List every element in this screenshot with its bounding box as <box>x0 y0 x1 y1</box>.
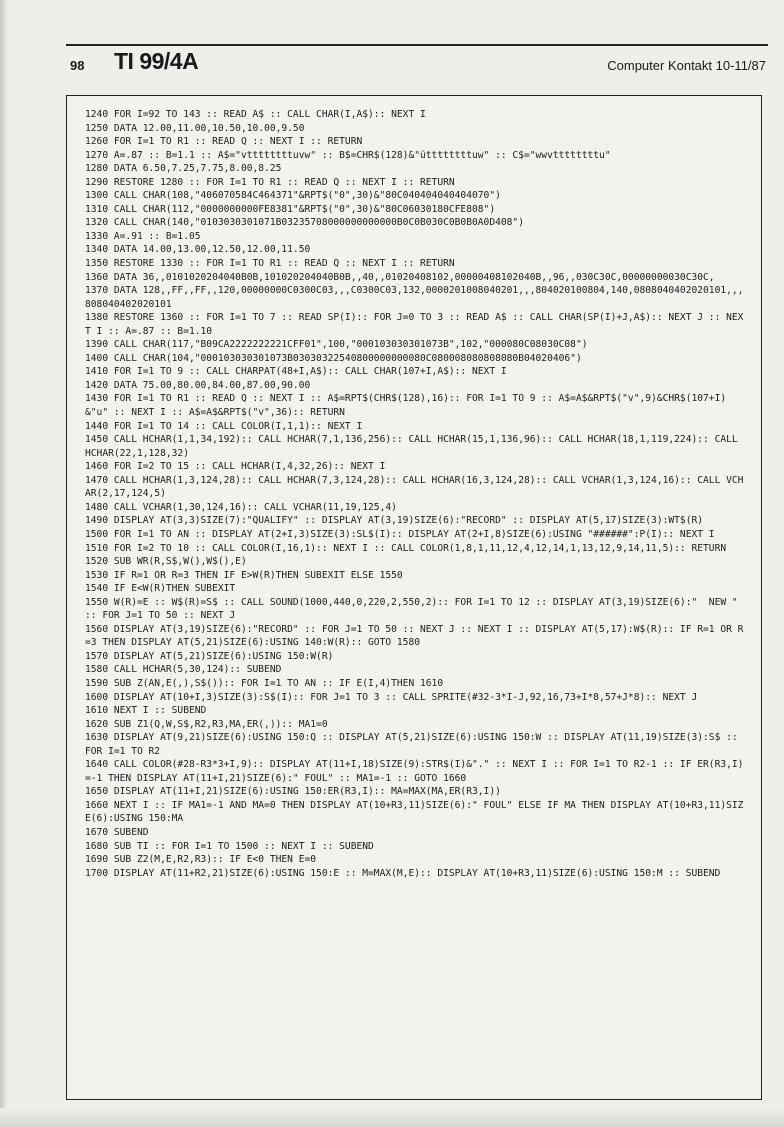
page-number: 98 <box>70 58 85 73</box>
code-line: 1310 CALL CHAR(112,"0000000000FE8381"&RPT$("0",30)&"80C06030180CFE808") <box>85 203 496 215</box>
code-line: 1270 A=.87 :: B=1.1 :: A$="vttttttttuvw" :: B$=CHR$(128)&"üttttttttuw" :: C$="wwvttttttttu" <box>85 149 611 161</box>
code-line: 1300 CALL CHAR(108,"406070584C464371"&RPT$("0",30)&"80C040404040404070") <box>85 190 501 202</box>
code-line: 1350 RESTORE 1330 :: FOR I=1 TO R1 :: READ Q :: NEXT I :: RETURN <box>85 258 455 270</box>
code-line: 1500 FOR I=1 TO AN :: DISPLAY AT(2+I,3)SIZE(3):SL$(I):: DISPLAY AT(2+I,8)SIZE(6):USING "######":P(I):: NEXT I <box>85 528 715 540</box>
code-line: 1690 SUB Z2(M,E,R2,R3):: IF E<0 THEN E=0 <box>85 854 317 866</box>
code-line: 1670 SUBEND <box>85 826 149 838</box>
code-line: 1520 SUB WR(R,S$,W(),W$(),E) <box>85 556 247 568</box>
issue-label: Computer Kontakt 10-11/87 <box>607 58 766 73</box>
magazine-section-title: TI 99/4A <box>114 48 199 74</box>
code-line: 1640 CALL COLOR(#28-R3*3+I,9):: DISPLAY AT(11+I,18)SIZE(9):STR$(I)&"." :: NEXT I :: FOR I=1 TO R2-1 :: IF ER(R3,I)=-1 THEN DISPLAY AT(11+I,21)SIZE(6):" FOUL" :: MA1=-1 :: GOTO 1660 <box>85 759 744 784</box>
code-line: 1700 DISPLAY AT(11+R2,21)SIZE(6):USING 150:E :: M=MAX(M,E):: DISPLAY AT(10+R3,11)SIZE(6):USING 150:M :: SUBEND <box>85 867 721 879</box>
code-line: 1650 DISPLAY AT(11+I,21)SIZE(6):USING 150:ER(R3,I):: MA=MAX(MA,ER(R3,I)) <box>85 786 501 798</box>
code-line: 1450 CALL HCHAR(1,1,34,192):: CALL HCHAR(7,1,136,256):: CALL HCHAR(15,1,136,96):: CALL HCHAR(18,1,119,224):: CALL HCHAR(22,1,128,32) <box>85 434 744 459</box>
code-line: 1330 A=.91 :: B=1.05 <box>85 230 201 242</box>
code-line: 1390 CALL CHAR(117,"B09CA2222222221CFF01",100,"000103030301073B",102,"000080C08030C08") <box>85 339 588 351</box>
code-line: 1660 NEXT I :: IF MA1=-1 AND MA=0 THEN DISPLAY AT(10+R3,11)SIZE(6):" FOUL" ELSE IF MA THEN DISPLAY AT(10+R3,11)SIZE(6):USING 150:MA <box>85 799 744 825</box>
basic-program-listing <box>85 108 749 880</box>
code-line: 1510 FOR I=2 TO 10 :: CALL COLOR(I,16,1):: NEXT I :: CALL COLOR(1,8,1,11,12,4,12,14,1,13,12,9,14,11,5):: RETURN <box>85 542 727 554</box>
code-line: 1620 SUB Z1(Q,W,S$,R2,R3,MA,ER(,)):: MA1=0 <box>85 718 328 730</box>
code-line: 1320 CALL CHAR(140,"0103030301071B03235708000000000000B0C0B030C0B0B0A0D408") <box>85 217 524 229</box>
code-line: 1680 SUB TI :: FOR I=1 TO 1500 :: NEXT I :: SUBEND <box>85 840 374 852</box>
code-line: 1410 FOR I=1 TO 9 :: CALL CHARPAT(48+I,A$):: CALL CHAR(107+I,A$):: NEXT I <box>85 366 507 378</box>
header-rule <box>66 44 768 46</box>
code-line: 1540 IF E<W(R)THEN SUBEXIT <box>85 583 236 595</box>
code-line: 1560 DISPLAY AT(3,19)SIZE(6):"RECORD" :: FOR J=1 TO 50 :: NEXT J :: NEXT I :: DISPLAY AT(5,17):W$(R):: IF R=1 OR R=3 THEN DISPLAY AT(5,21)SIZE(6):USING 140:W(R):: GOTO 1580 <box>85 623 744 649</box>
code-line: 1480 CALL VCHAR(1,30,124,16):: CALL VCHAR(11,19,125,4) <box>85 501 397 513</box>
code-line: 1530 IF R=1 OR R=3 THEN IF E>W(R)THEN SUBEXIT ELSE 1550 <box>85 569 403 581</box>
code-line: 1580 CALL HCHAR(5,30,124):: SUBEND <box>85 664 282 676</box>
code-line: 1420 DATA 75.00,80.00,84.00,87.00,90.00 <box>85 379 311 391</box>
code-line: 1250 DATA 12.00,11.00,10.50,10.00,9.50 <box>85 122 305 134</box>
code-line: 1460 FOR I=2 TO 15 :: CALL HCHAR(I,4,32,26):: NEXT I <box>85 461 386 473</box>
code-line: 1490 DISPLAY AT(3,3)SIZE(7):"QUALIFY" :: DISPLAY AT(3,19)SIZE(6):"RECORD" :: DISPLAY AT(5,17)SIZE(3):WT$(R) <box>85 515 704 527</box>
page-header <box>66 48 768 76</box>
code-line: 1550 W(R)=E :: W$(R)=S$ :: CALL SOUND(1000,440,0,220,2,550,2):: FOR I=1 TO 12 :: DISPLAY AT(3,19)SIZE(6):" NEW " :: FOR J=1 TO 50 :: NEXT J <box>85 596 744 622</box>
code-line: 1400 CALL CHAR(104,"000103030301073B03030322540800000000080C080008080808080B04020406") <box>85 352 582 364</box>
page-scan-shadow <box>0 0 8 1127</box>
code-line: 1630 DISPLAY AT(9,21)SIZE(6):USING 150:Q :: DISPLAY AT(5,21)SIZE(6):USING 150:W :: DISPLAY AT(11,19)SIZE(3):S$ :: FOR I=1 TO R2 <box>85 732 744 757</box>
code-line: 1240 FOR I=92 TO 143 :: READ A$ :: CALL CHAR(I,A$):: NEXT I <box>85 109 426 120</box>
code-line: 1290 RESTORE 1280 :: FOR I=1 TO R1 :: READ Q :: NEXT I :: RETURN <box>85 176 455 188</box>
code-line: 1280 DATA 6.50,7.25,7.75,8.00,8.25 <box>85 163 282 175</box>
code-line: 1600 DISPLAY AT(10+I,3)SIZE(3):S$(I):: FOR J=1 TO 3 :: CALL SPRITE(#32-3*I-J,92,16,73+I*8,57+J*8):: NEXT J <box>85 691 698 703</box>
code-line: 1610 NEXT I :: SUBEND <box>85 705 207 717</box>
code-line: 1340 DATA 14.00,13.00,12.50,12.00,11.50 <box>85 244 311 256</box>
code-line: 1380 RESTORE 1360 :: FOR I=1 TO 7 :: READ SP(I):: FOR J=0 TO 3 :: READ A$ :: CALL CHAR(SP(I)+J,A$):: NEXT J :: NEXT I :: A=.87 :: B=1.10 <box>85 312 744 337</box>
code-line: 1370 DATA 128,,FF,,FF,,120,00000000C0300C03,,,C0300C03,132,0000201008040201,,,804020100804,140,0808040402020101,,,808040402020101 <box>85 285 744 310</box>
code-line: 1430 FOR I=1 TO R1 :: READ Q :: NEXT I :: A$=RPT$(CHR$(128),16):: FOR I=1 TO 9 :: A$=A$&RPT$("v",9)&CHR$(107+I)&"u" :: NEXT I :: A$=A$&RPT$("v",36):: RETURN <box>85 393 727 419</box>
code-line: 1570 DISPLAY AT(5,21)SIZE(6):USING 150:W(R) <box>85 650 334 662</box>
code-line: 1470 CALL HCHAR(1,3,124,28):: CALL HCHAR(7,3,124,28):: CALL HCHAR(16,3,124,28):: CALL VCHAR(1,3,124,16):: CALL VCHAR(2,17,124,5) <box>85 474 744 500</box>
page-bottom-shadow <box>0 1108 784 1127</box>
code-line: 1590 SUB Z(AN,E(,),S$()):: FOR I=1 TO AN :: IF E(I,4)THEN 1610 <box>85 677 444 689</box>
code-line: 1360 DATA 36,,0101020204040B0B,101020204040B0B,,40,,01020408102,00000408102040B,,96,,030C30C,00000000030C30C, <box>85 271 715 283</box>
code-line: 1440 FOR I=1 TO 14 :: CALL COLOR(I,1,1):: NEXT I <box>85 420 363 432</box>
program-listing-box <box>66 95 762 1100</box>
code-line: 1260 FOR I=1 TO R1 :: READ Q :: NEXT I :: RETURN <box>85 136 363 148</box>
